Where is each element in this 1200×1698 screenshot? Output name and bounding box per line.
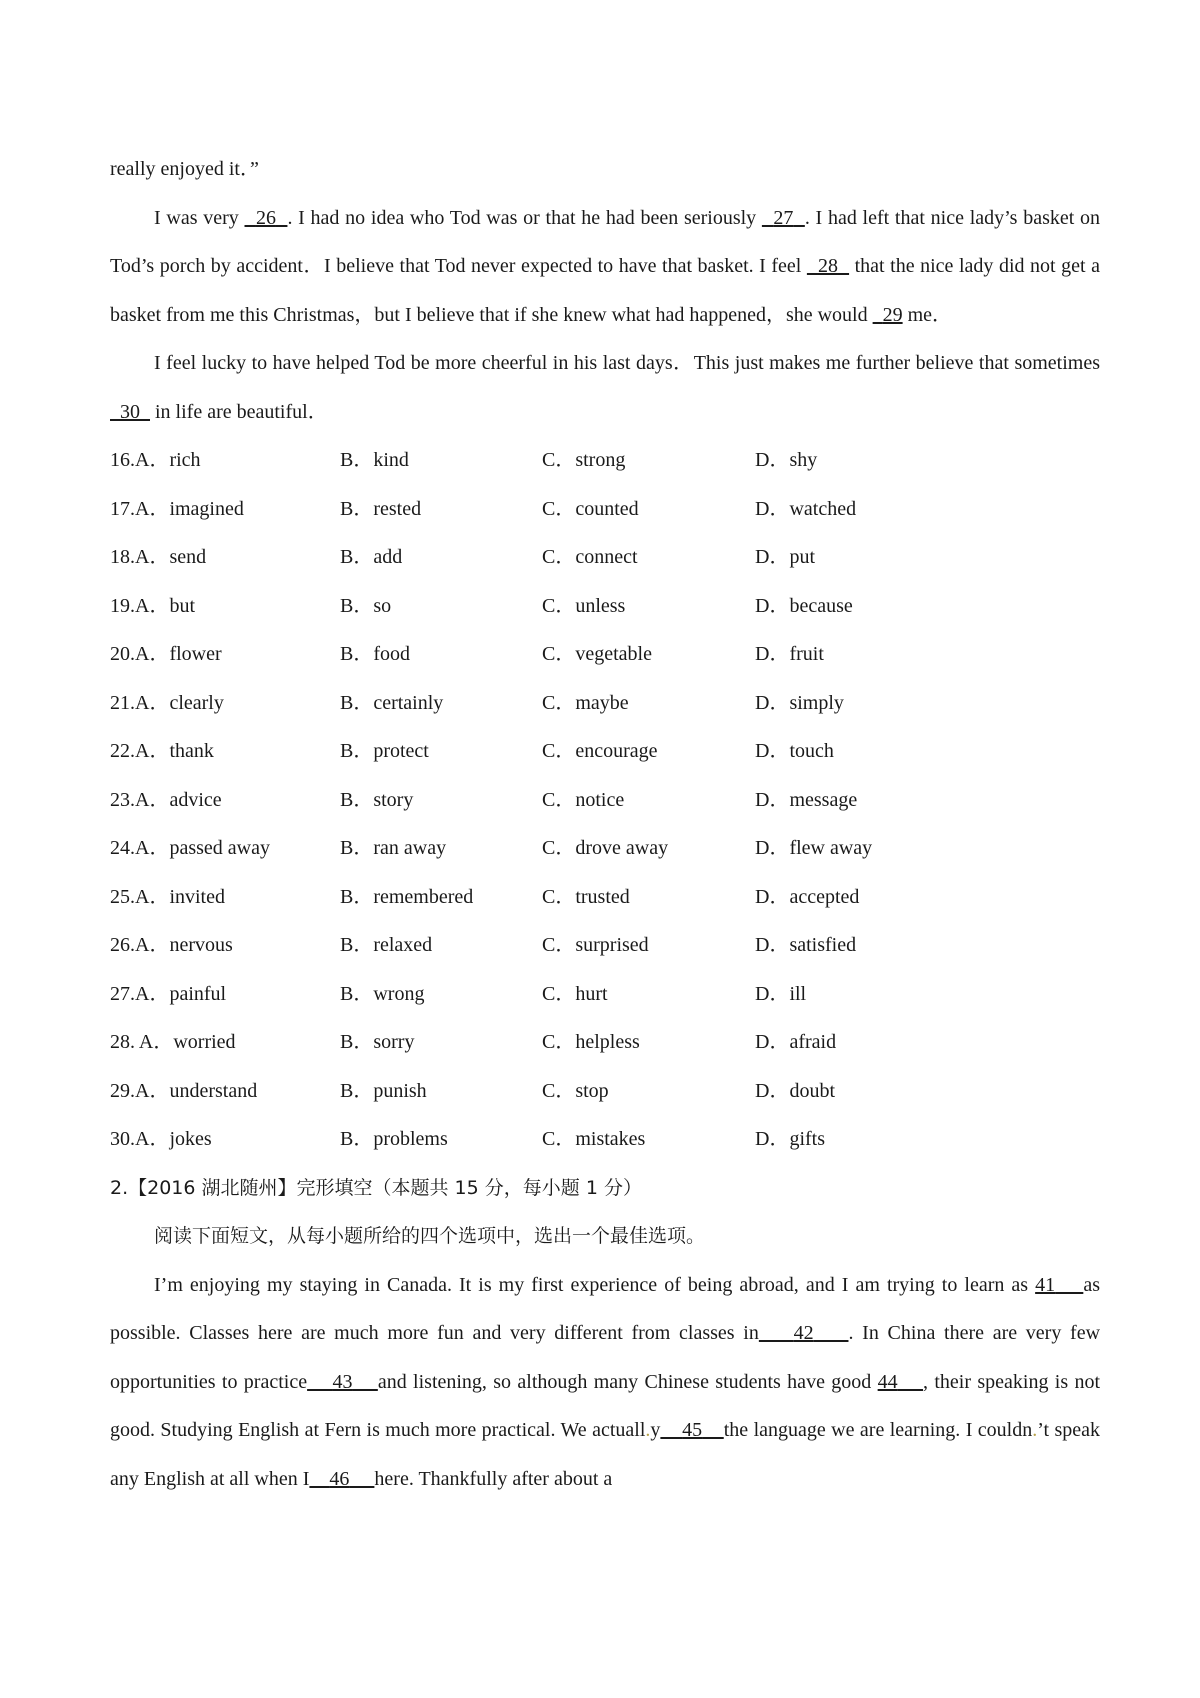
option-row-25	[110, 873, 1100, 922]
text-run: y	[650, 1419, 661, 1441]
option-row-18	[110, 533, 1100, 582]
option-b: B．certainly	[340, 691, 444, 714]
text-run: here. Thankfully after about a	[374, 1467, 613, 1490]
option-c: C．surprised	[542, 934, 649, 956]
option-b: B．sorry	[340, 1031, 415, 1053]
option-a: 29.A．understand	[110, 1079, 258, 1102]
option-row-24	[110, 824, 1100, 873]
option-row-21	[110, 679, 1100, 728]
answer-blank-30: 30	[120, 400, 140, 423]
option-a: 30.A．jokes	[110, 1128, 212, 1150]
text-run: . In China there are very few opportunities to practice	[110, 1322, 1101, 1393]
option-c: C．counted	[542, 497, 639, 520]
answer-blank-27: 27	[773, 206, 794, 229]
option-a: 21.A．clearly	[110, 691, 224, 714]
option-a: 24.A．passed away	[110, 837, 270, 859]
option-row-28	[110, 1018, 1100, 1067]
option-a: 18.A．send	[110, 546, 207, 568]
text-run: , their speaking is not good. Studying English at Fern is much more practical. We actuall	[110, 1370, 1101, 1441]
option-c: C．connect	[542, 546, 638, 568]
passage-paragraph	[110, 194, 1100, 340]
text-run: me．	[902, 303, 953, 326]
option-d: D．accepted	[755, 885, 860, 908]
option-c: C．trusted	[542, 885, 630, 908]
emphasis-dot: .	[645, 1419, 651, 1441]
section-heading: 2.【2016 湖北随州】完形填空（本题共 15 分，每小题 1 分）	[110, 1176, 642, 1199]
option-c: C．mistakes	[542, 1128, 646, 1150]
option-b: B．add	[340, 546, 403, 568]
text-run: . I had left that nice lady’s basket on Tod’s porch by accident．I believe that Tod never expected to have that basket. I feel	[110, 206, 1101, 277]
option-b: B．story	[340, 788, 414, 811]
answer-blank-46: 46	[329, 1467, 350, 1490]
option-b: B．remembered	[340, 885, 474, 908]
text-run: I feel lucky to have helped Tod be more cheerful in his last days．This just makes me further believe that sometimes	[154, 352, 1100, 374]
options-list	[110, 436, 1100, 1164]
option-row-20	[110, 630, 1100, 679]
option-c: C．notice	[542, 788, 625, 811]
passage-paragraph	[110, 1261, 1100, 1504]
option-row-22	[110, 727, 1100, 776]
option-c: C．drove away	[542, 837, 669, 859]
option-d: D．put	[755, 546, 815, 568]
option-b: B．protect	[340, 740, 429, 762]
option-row-19	[110, 582, 1100, 631]
option-d: D．message	[755, 788, 858, 811]
text-run: and listening, so although many Chinese students have good	[377, 1370, 878, 1393]
option-d: D．watched	[755, 497, 857, 520]
option-d: D．touch	[755, 740, 834, 762]
option-a: 22.A．thank	[110, 740, 214, 762]
option-c: C．encourage	[542, 740, 658, 762]
option-b: B．problems	[340, 1128, 448, 1150]
text-run: ’t speak any English at all when I	[110, 1419, 1101, 1490]
option-d: D．fruit	[755, 643, 824, 665]
option-c: C．hurt	[542, 982, 608, 1005]
option-row-23	[110, 776, 1100, 825]
answer-blank-26: 26	[255, 206, 276, 229]
option-row-27	[110, 970, 1100, 1019]
option-d: D．satisfied	[755, 934, 857, 956]
answer-blank-29: 29	[882, 303, 903, 326]
option-d: D．because	[755, 594, 853, 617]
text-run: in life are beautiful．	[150, 400, 328, 423]
option-b: B．rested	[340, 497, 422, 520]
text-run: I’m enjoying my staying in Canada. It is my first experience of being abroad, and I am trying to learn as	[154, 1273, 1036, 1296]
option-row-26	[110, 921, 1100, 970]
option-a: 26.A．nervous	[110, 934, 233, 956]
option-a: 23.A．advice	[110, 788, 222, 811]
option-a: 25.A．invited	[110, 885, 225, 908]
option-b: B．ran away	[340, 837, 447, 859]
text-run: the language we are learning. I couldn	[723, 1419, 1033, 1441]
emphasis-dot: .	[1032, 1419, 1038, 1441]
option-d: D．simply	[755, 691, 844, 714]
answer-blank-44: 44	[877, 1370, 898, 1393]
option-c: C．unless	[542, 594, 626, 617]
option-d: D．gifts	[755, 1128, 825, 1150]
answer-blank-41: 41	[1035, 1273, 1056, 1296]
option-a: 19.A．but	[110, 594, 195, 617]
option-d: D．doubt	[755, 1079, 835, 1102]
option-d: D．afraid	[755, 1031, 837, 1053]
option-d: D．shy	[755, 449, 818, 471]
option-c: C．strong	[542, 449, 626, 471]
option-b: B．so	[340, 594, 392, 617]
option-b: B．punish	[340, 1079, 427, 1102]
option-c: C．vegetable	[542, 643, 652, 665]
option-b: B．food	[340, 643, 410, 665]
option-b: B．relaxed	[340, 934, 433, 956]
answer-blank-45: 45	[682, 1419, 703, 1441]
option-a: 16.A．rich	[110, 449, 201, 471]
option-c: C．helpless	[542, 1031, 640, 1053]
option-a: 28. A．worried	[110, 1031, 236, 1053]
option-row-29	[110, 1067, 1100, 1116]
passage-paragraph	[110, 339, 1100, 436]
text-run: . I had no idea who Tod was or that he had been seriously	[287, 206, 762, 229]
text-run: as possible. Classes here are much more fun and very different from classes in	[110, 1273, 1100, 1344]
option-row-17	[110, 485, 1100, 534]
option-d: D．ill	[755, 982, 807, 1005]
answer-blank-43: 43	[332, 1370, 353, 1393]
option-d: D．flew away	[755, 837, 873, 859]
option-c: C．stop	[542, 1079, 609, 1102]
option-b: B．wrong	[340, 982, 425, 1005]
passage-line: really enjoyed it．”	[110, 158, 259, 180]
text-run: that the nice lady did not get a basket from me this Christmas，but I believe that if she knew what had happened，she would	[110, 255, 1101, 326]
option-a: 27.A．painful	[110, 982, 227, 1005]
option-row-16	[110, 436, 1100, 485]
option-row-30	[110, 1115, 1100, 1164]
section-instruction: 阅读下面短文，从每小题所给的四个选项中，选出一个最佳选项。	[154, 1225, 706, 1247]
answer-blank-42: 42	[793, 1322, 814, 1344]
answer-blank-28: 28	[817, 255, 838, 277]
text-run: I was very	[154, 206, 245, 229]
option-b: B．kind	[340, 449, 409, 471]
option-c: C．maybe	[542, 691, 629, 714]
option-a: 17.A．imagined	[110, 497, 244, 520]
document-body	[110, 145, 1100, 1503]
option-a: 20.A．flower	[110, 643, 222, 665]
